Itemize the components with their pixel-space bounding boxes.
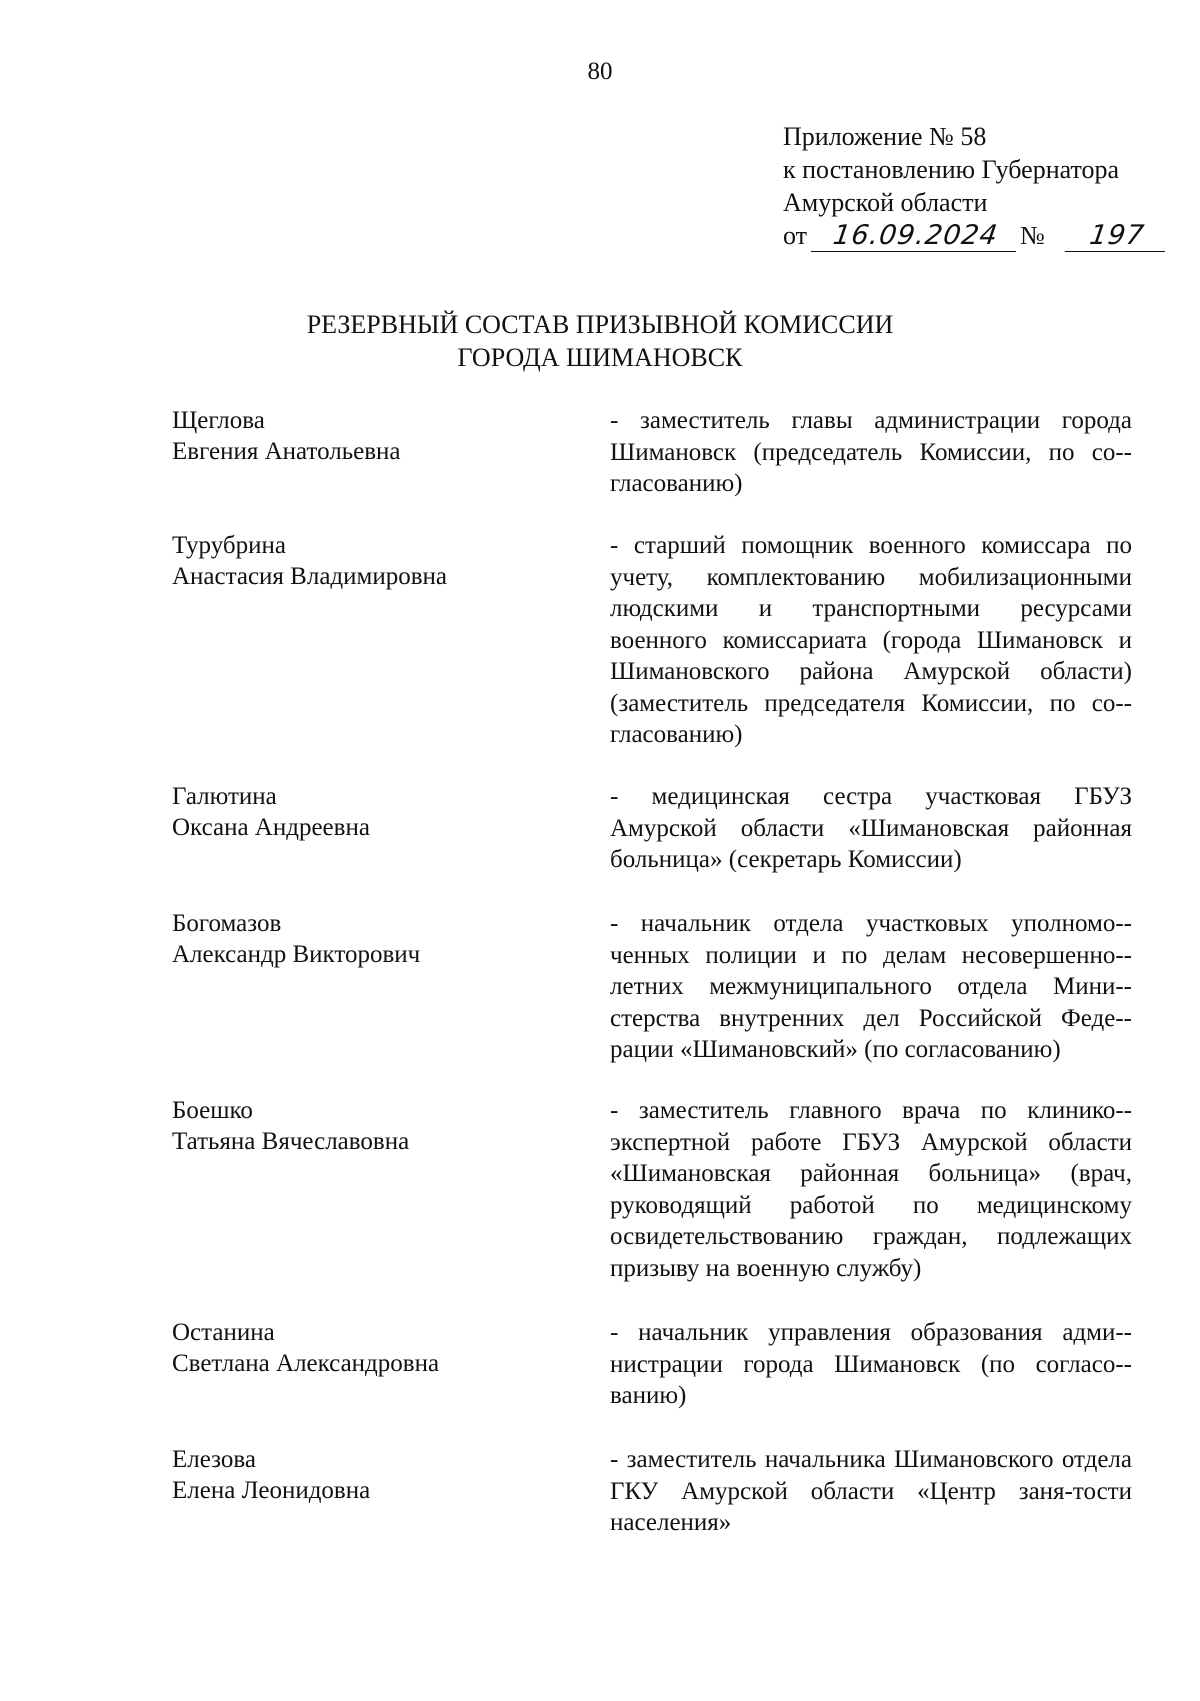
member-surname: Турубрина [172,532,286,559]
member-role: - заместитель начальника Шимановского отдела ГКУ Амурской области «Центр заня-тости населения» [610,1446,1132,1536]
member-surname: Боешко [172,1097,253,1124]
number-sign: № [1020,221,1045,250]
member-role: - старший помощник военного комиссара по учету, комплектованию мобилизационными людскими и транспортными ресурсами военного комиссариата (города Шимановск и Шимановского района Амурской области) (заместитель председателя Комиссии, по со-гласованию) [610,532,1132,748]
title-line-1: РЕЗЕРВНЫЙ СОСТАВ ПРИЗЫВНОЙ КОМИССИИ [306,310,894,339]
member-surname: Галютина [172,783,277,810]
appendix-date-line [783,219,1167,252]
member-surname: Останина [172,1319,275,1346]
member-role: - медицинская сестра участковая ГБУЗ Амурской области «Шимановская районная больница» (секретарь Комиссии) [610,783,1132,873]
member-given-names: Александр Викторович [172,941,421,968]
member-name [172,530,572,592]
member-given-names: Светлана Александровна [172,1350,440,1377]
member-name [172,1444,572,1506]
appendix-header [783,120,1167,252]
member-role: - заместитель главного врача по клинико-экспертной работе ГБУЗ Амурской области «Шимановская районная больница» (врач, руководящий работой по медицинскому освидетельствованию граждан, подлежащих призыву на военную службу) [610,1097,1132,1282]
document-title [0,308,1200,374]
appendix-region: Амурской области [783,188,988,217]
member-name [172,1095,572,1157]
member-surname: Елезова [172,1446,256,1473]
member-role: - заместитель главы администрации города Шимановск (председатель Комиссии, по со-гласованию) [610,407,1132,497]
member-role: - начальник управления образования адми-нистрации города Шимановск (по согласо-ванию) [610,1319,1132,1409]
appendix-label: Приложение № 58 [783,122,987,151]
member-name [172,781,572,843]
member-role: - начальник отдела участковых уполномо-ченных полиции и по делам несовершенно-летних межмуниципального отдела Мини-стерства внутренних дел Российской Феде-рации «Шимановский» (по согласованию) [610,910,1132,1063]
member-surname: Щеглова [172,407,265,434]
appendix-reference: к постановлению Губернатора [783,155,1120,184]
member-given-names: Анастасия Владимировна [172,563,447,590]
page-number: 80 [587,58,613,85]
member-given-names: Оксана Андреевна [172,814,370,841]
member-given-names: Евгения Анатольевна [172,438,401,465]
member-given-names: Татьяна Вячеславовна [172,1128,410,1155]
member-name [172,908,572,970]
member-name [172,405,572,467]
member-given-names: Елена Леонидовна [172,1477,371,1504]
handwritten-date: 16.09.2024 [811,221,1020,252]
title-line-2: ГОРОДА ШИМАНОВСК [457,343,743,372]
date-prefix: от [783,221,808,250]
member-name [172,1317,572,1379]
handwritten-number: 197 [1065,221,1169,252]
member-surname: Богомазов [172,910,282,937]
